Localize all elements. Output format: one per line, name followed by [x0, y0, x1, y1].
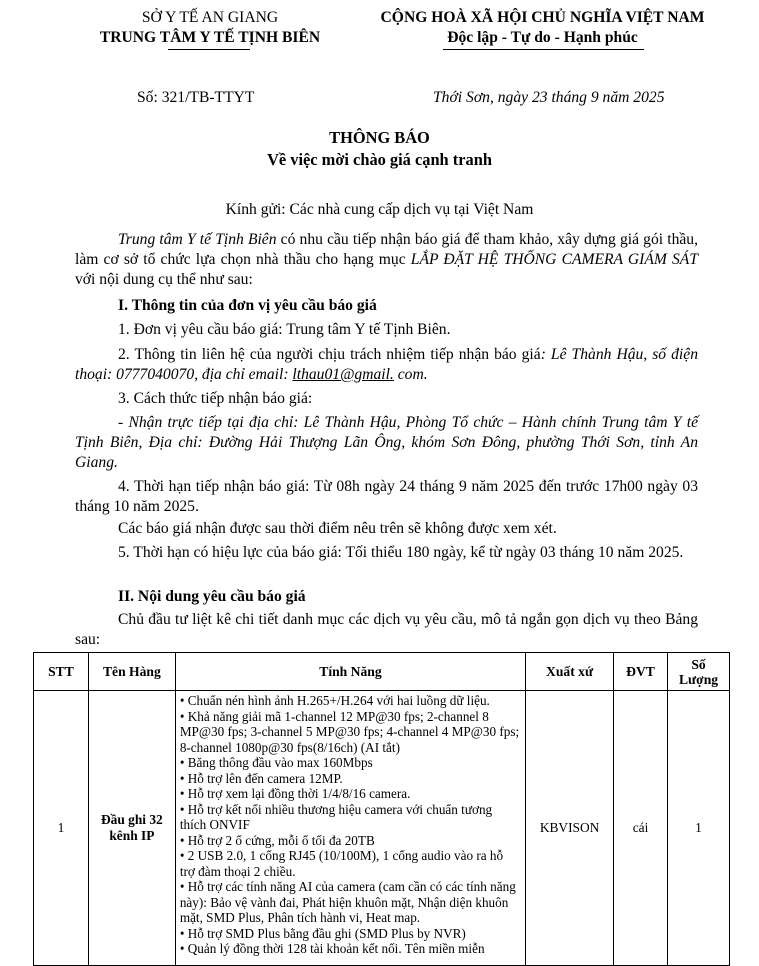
row-name: Đầu ghi 32 kênh IP — [88, 691, 175, 966]
section-1-item-1: 1. Đơn vị yêu cầu báo giá: Trung tâm Y tế Tịnh Biên. — [118, 321, 451, 338]
quotation-table — [33, 652, 730, 966]
feature-item: • Hỗ trợ kết nối nhiều thương hiệu camera với chuẩn tương thích ONVIF — [179, 801, 493, 832]
department-name: SỞ Y TẾ AN GIANG — [141, 9, 279, 26]
section-2-heading: II. Nội dung yêu cầu báo giá — [118, 588, 306, 605]
contact-label: 2. Thông tin liên hệ của người chịu trách nhiệm tiếp nhận báo giá — [118, 346, 541, 363]
document-subtitle: Về việc mời chào giá cạnh tranh — [267, 150, 492, 169]
header-name: Tên Hàng — [88, 653, 175, 691]
feature-item: • 2 USB 2.0, 1 cổng RJ45 (10/100M), 1 cổng audio vào ra hỗ trợ đàm thoại 2 chiều. — [179, 848, 504, 879]
row-features — [175, 691, 525, 966]
feature-item: • Băng thông đầu vào max 160Mbps — [179, 755, 373, 770]
table-row — [34, 691, 730, 966]
section-1-item-4: 4. Thời hạn tiếp nhận báo giá: Từ 08h ngày 24 tháng 9 năm 2025 đến trước 17h00 ngày 03 tháng 10 năm 2025. — [75, 478, 698, 515]
feature-item: • Quản lý đồng thời 128 tài khoản kết nối. Tên miền miễn — [179, 941, 485, 956]
section-1-item-3-detail: - Nhận trực tiếp tại địa chỉ: Lê Thành Hậu, Phòng Tổ chức – Hành chính Trung tâm Y tế Tịnh Biên, Địa chỉ: Đường Hải Thượng Lãn Ông, khóm Sơn Đông, phường Thới Sơn, tỉnh An Giang. — [75, 414, 698, 471]
feature-item: • Hỗ trợ SMD Plus bằng đầu ghi (SMD Plus by NVR) — [179, 925, 466, 941]
feature-item: • Hỗ trợ xem lại đồng thời 1/4/8/16 camera. — [179, 786, 411, 801]
section-2-intro: Chủ đầu tư liệt kê chi tiết danh mục các dịch vụ yêu cầu, mô tả ngắn gọn dịch vụ theo Bảng sau: — [75, 611, 698, 648]
section-1-item-5: 5. Thời hạn có hiệu lực của báo giá: Tối thiểu 180 ngày, kể từ ngày 03 tháng 10 năm 2025. — [118, 544, 684, 561]
contact-email-tail: com. — [393, 366, 428, 383]
organization-name: TRUNG TÂM Y TẾ TỊNH BIÊN — [99, 29, 321, 46]
section-1-item-4-note: Các báo giá nhận được sau thời điểm nêu trên sẽ không được xem xét. — [118, 520, 557, 537]
header-qty: Số Lượng — [668, 653, 730, 691]
document-number: Số: 321/TB-TTYT — [137, 89, 255, 106]
feature-item: • Hỗ trợ các tính năng AI của camera (cam cần có các tính năng này): Bảo vệ vành đai, Phát hiện khuôn mặt, Nhận diện khuôn mặt, SMD Plus, Phân tích hành vi, Heat map. — [179, 879, 516, 925]
table-header-row — [34, 653, 730, 691]
feature-item: • Hỗ trợ lên đến camera 12MP. — [179, 770, 343, 786]
section-1-item-3: 3. Cách thức tiếp nhận báo giá: — [118, 390, 313, 407]
intro-item: LẮP ĐẶT HỆ THỐNG CAMERA GIÁM SÁT — [410, 251, 699, 268]
header-origin: Xuất xứ — [526, 653, 614, 691]
header-features: Tính Năng — [175, 653, 525, 691]
contact-detail: : Lê Thành Hậu, số điện thoại: 0777040070, địa chỉ email: — [75, 346, 698, 383]
feature-item: • Khả năng giải mã 1-channel 12 MP@30 fps; 2-channel 8 MP@30 fps; 3-channel 5 MP@30 fps; 4-channel 4 MP@30 fps; 8-channel 1080p@30 fps(8/16ch) (AI tắt) — [179, 708, 520, 755]
nation-name: CỘNG HOÀ XÃ HỘI CHỦ NGHĨA VIỆT NAM — [380, 9, 705, 26]
document-title: THÔNG BÁO — [329, 128, 430, 147]
national-motto: Độc lập - Tự do - Hạnh phúc — [447, 29, 638, 46]
recipient-line: Kính gửi: Các nhà cung cấp dịch vụ tại Việt Nam — [225, 201, 534, 218]
intro-paragraph — [75, 230, 698, 290]
feature-item: • Chuẩn nén hình ảnh H.265+/H.264 với hai luồng dữ liệu. — [179, 693, 490, 708]
header-stt: STT — [34, 653, 89, 691]
row-unit: cái — [614, 691, 668, 966]
row-origin: KBVISON — [526, 691, 614, 966]
intro-text-2: với nội dung cụ thể như sau: — [75, 271, 253, 288]
row-qty: 1 — [668, 691, 730, 966]
intro-org: Trung tâm Y tế Tịnh Biên — [118, 231, 277, 248]
intro-text-1: có nhu cầu tiếp nhận báo giá để tham khảo, xây dựng giá gói thầu, làm cơ sở tổ chức lựa chọn nhà thầu cho hạng mục — [75, 231, 698, 268]
section-1-item-2 — [75, 345, 698, 385]
org-underline — [168, 49, 250, 50]
contact-email[interactable]: lthau01@gmail. — [292, 366, 394, 383]
feature-item: • Hỗ trợ 2 ổ cứng, mỗi ổ tối đa 20TB — [179, 832, 375, 848]
place-date: Thới Sơn, ngày 23 tháng 9 năm 2025 — [433, 89, 665, 106]
section-1-heading: I. Thông tin của đơn vị yêu cầu báo giá — [118, 297, 377, 314]
row-stt: 1 — [34, 691, 89, 966]
motto-underline — [443, 49, 644, 50]
header-unit: ĐVT — [614, 653, 668, 691]
